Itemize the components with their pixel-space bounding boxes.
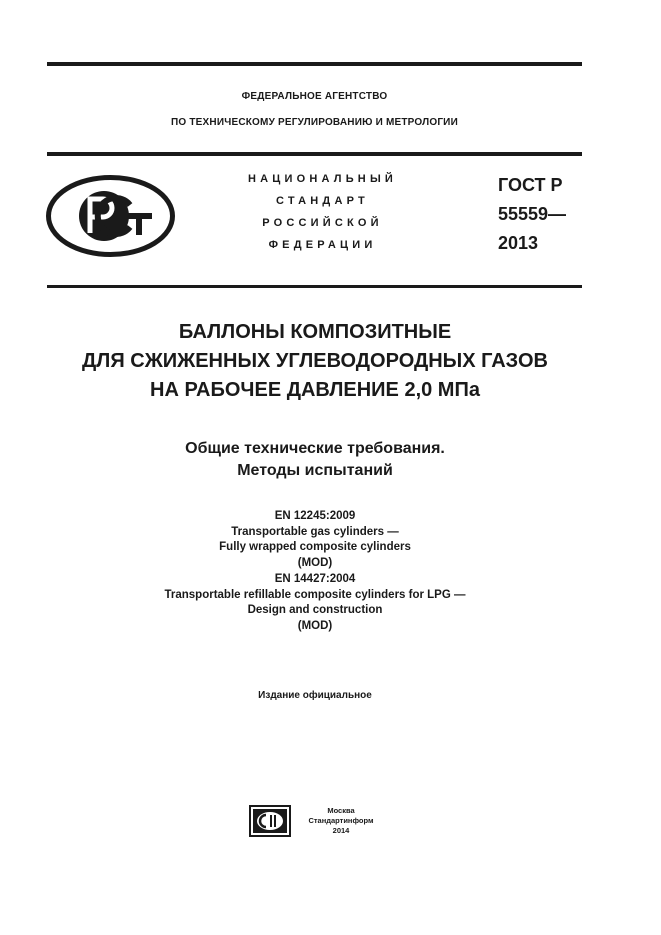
standard-number-line-3: 2013 [498,233,539,253]
document-subtitle [20,438,610,482]
national-standard-line-1: НАЦИОНАЛЬНЫЙ [247,173,398,185]
national-standard-line-4: ФЕДЕРАЦИИ [268,239,377,251]
agency-line-2: ПО ТЕХНИЧЕСКОМУ РЕГУЛИРОВАНИЮ И МЕТРОЛОГИИ [171,117,458,128]
title-line-2: ДЛЯ СЖИЖЕННЫХ УГЛЕВОДОРОДНЫХ ГАЗОВ [82,350,548,372]
publisher-city: Москва [327,806,355,815]
national-standard-label [210,172,435,253]
publisher-year: 2014 [332,826,350,835]
publisher-info [296,806,386,836]
standard-number [498,171,566,258]
reference-line: EN 12245:2009 [274,510,356,522]
agency-line-1: ФЕДЕРАЛЬНОЕ АГЕНТСТВО [241,91,388,102]
title-line-3: НА РАБОЧЕЕ ДАВЛЕНИЕ 2,0 МПа [150,379,480,401]
reference-line: Design and construction [247,604,383,617]
subtitle-line-2: Методы испытаний [237,462,393,479]
standard-number-line-2: 55559— [498,204,567,224]
reference-line: Fully wrapped composite cylinders [219,541,411,554]
rst-logo-icon [46,175,175,257]
national-standard-line-3: РОССИЙСКОЙ [262,217,383,229]
publisher-name: Стандартинформ [308,816,374,825]
document-title [20,318,610,405]
top-rule [47,62,582,66]
subtitle-line-1: Общие технические требования. [185,440,445,457]
reference-line: Transportable refillable composite cylinders for LPG — [164,588,466,601]
header-rule [47,152,582,156]
reference-line: Transportable gas cylinders — [231,525,399,538]
edition-label: Издание официальное [258,690,372,701]
reference-line: (MOD) [297,619,333,632]
standartinform-logo-icon [249,805,291,837]
reference-line: (MOD) [297,557,333,570]
title-line-1: БАЛЛОНЫ КОМПОЗИТНЫЕ [178,321,452,343]
title-rule [47,285,582,288]
standard-number-line-1: ГОСТ Р [498,175,563,195]
reference-standards [20,509,610,635]
reference-line: EN 14427:2004 [274,572,356,585]
national-standard-line-2: СТАНДАРТ [276,195,369,207]
